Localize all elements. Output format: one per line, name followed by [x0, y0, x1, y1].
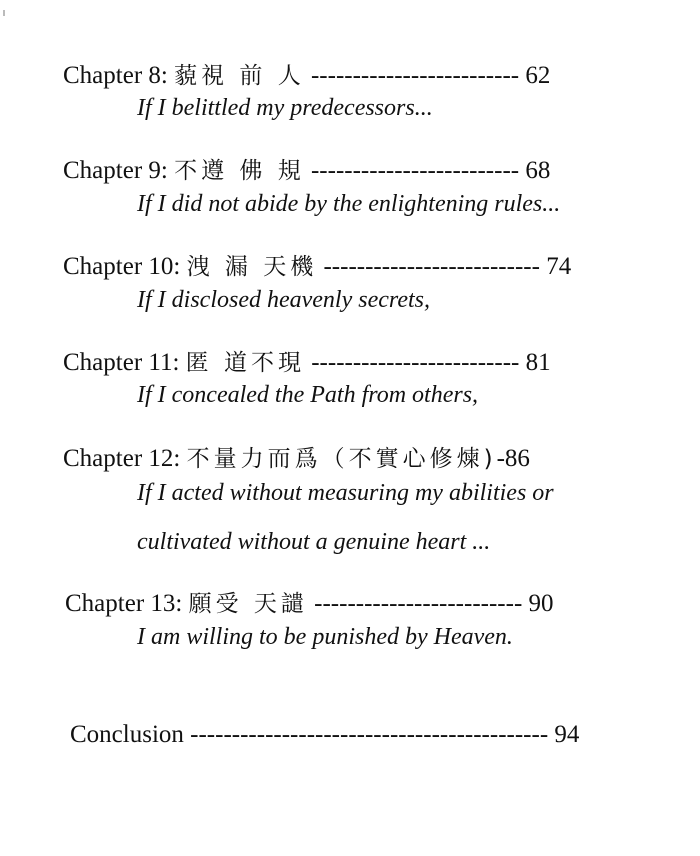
- page-number: 94: [554, 721, 580, 748]
- chapter-label: Chapter 10:: [63, 253, 181, 280]
- scan-mark: [3, 10, 5, 16]
- leader-dots: -: [496, 445, 505, 472]
- toc-entry-chapter-12: [63, 444, 530, 474]
- chapter-subtitle: If I did not abide by the enlightening rules...: [137, 191, 561, 217]
- leader-dots: -------------------------: [314, 590, 523, 617]
- toc-entry-chapter-11: [63, 348, 551, 378]
- chapter-cjk-title: 願受 天譴: [188, 591, 308, 617]
- chapter-cjk-title: 不遵 佛 規: [174, 158, 305, 184]
- toc-entry-conclusion: [70, 720, 579, 750]
- page-number: 81: [525, 349, 551, 376]
- chapter-label: Chapter 12:: [63, 445, 181, 472]
- chapter-label: Chapter 9:: [63, 157, 168, 184]
- chapter-cjk-title: 洩 漏 天機: [186, 254, 318, 280]
- chapter-cjk-title: 藐視 前 人: [174, 63, 305, 89]
- leader-dots: -------------------------: [310, 62, 520, 89]
- chapter-label: Chapter 8:: [63, 62, 168, 89]
- chapter-subtitle: If I acted without measuring my abilities or: [137, 480, 554, 506]
- page-number: 62: [525, 62, 551, 89]
- chapter-label: Chapter 11:: [63, 349, 180, 376]
- leader-dots: -------------------------------------------: [190, 721, 549, 748]
- page-number: 68: [525, 157, 551, 184]
- chapter-subtitle: If I disclosed heavenly secrets,: [137, 287, 431, 313]
- leader-dots: -------------------------: [311, 349, 520, 376]
- chapter-label: Chapter 13:: [65, 590, 183, 617]
- chapter-subtitle: I am willing to be punished by Heaven.: [137, 624, 513, 650]
- chapter-cjk-title: 匿 道不現: [185, 350, 305, 376]
- page-number: 86: [504, 445, 530, 472]
- leader-dots: --------------------------: [323, 253, 540, 280]
- conclusion-label: Conclusion: [70, 721, 184, 748]
- page-number: 90: [528, 590, 554, 617]
- toc-entry-chapter-8: [63, 61, 550, 91]
- toc-entry-chapter-10: [63, 252, 571, 282]
- chapter-subtitle-continued: cultivated without a genuine heart ...: [137, 529, 491, 555]
- chapter-cjk-title: 不量力而爲（不實心修煉): [186, 446, 497, 472]
- chapter-subtitle: If I concealed the Path from others,: [137, 382, 479, 408]
- toc-entry-chapter-9: [63, 156, 550, 186]
- chapter-subtitle: If I belittled my predecessors...: [137, 95, 433, 121]
- leader-dots: -------------------------: [310, 157, 520, 184]
- page-number: 74: [546, 253, 572, 280]
- toc-entry-chapter-13: [65, 589, 554, 619]
